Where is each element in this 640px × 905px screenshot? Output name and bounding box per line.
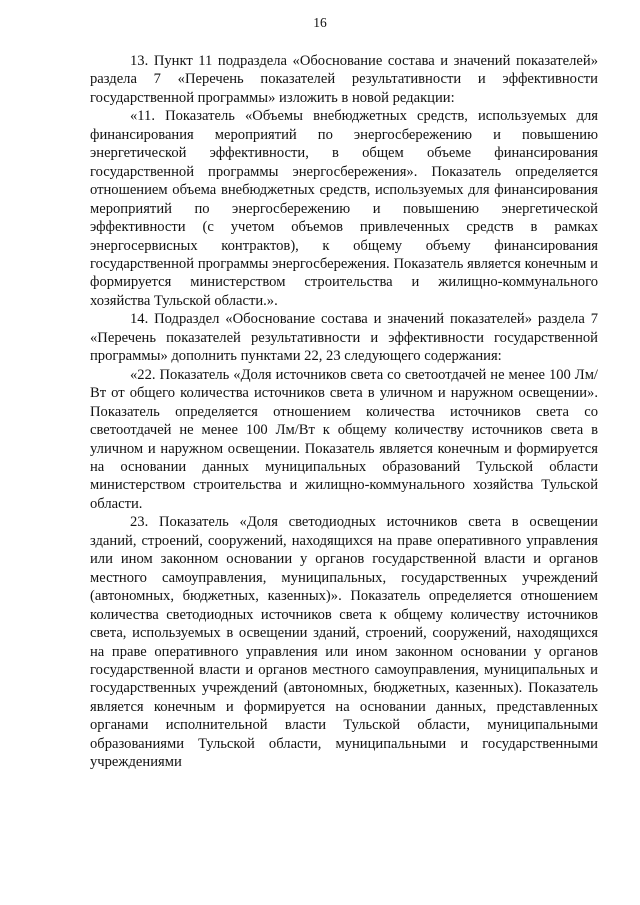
paragraph-indicator-22: «22. Показатель «Доля источников света со светоотдачей не менее 100 Лм/Вт от общего количества источников света в уличном и наружном освещении». Показатель определяется отношением количества источников света со светоотдачей не менее 100 Лм/Вт к общему количеству источников света в уличном и наружном освещении. Показатель является конечным и формируется на основании данных муниципальных образований Тульской области министерством строительства и жилищно-коммунального хозяйства Тульской области. bbox=[90, 366, 598, 512]
paragraph-indicator-11: «11. Показатель «Объемы внебюджетных средств, используемых для финансирования мероприятий по энергосбережению и повышению энергетической эффективности, в общем объеме финансирования государственной программы энергосбережения». Показатель определяется отношением объема внебюджетных средств, используемых для финансирования мероприятий по энергосбережению и повышению энергетической эффективности (с учетом объемов привлеченных средств в рамках энергосервисных контрактов), к общему объему финансирования государственной программы энергосбережения. Показатель является конечным и формируется министерством строительства и жилищно-коммунального хозяйства Тульской области.». bbox=[90, 108, 598, 309]
paragraph-item-14: 14. Подраздел «Обоснование состава и значений показателей» раздела 7 «Перечень показателей результативности и эффективности государственной программы» дополнить пунктами 22, 23 следующего содержания: bbox=[90, 311, 598, 365]
document-body bbox=[90, 52, 598, 772]
paragraph-indicator-23: 23. Показатель «Доля светодиодных источников света в освещении зданий, строений, сооружений, находящихся на праве оперативного управления или ином законном основании у органов государственной власти и органов местного самоуправления, муниципальных, государственных учреждений (автономных, бюджетных, казенных)». Показатель определяется отношением количества светодиодных источников света к общему количеству источников света, используемых в освещении зданий, строений, сооружений, находящихся на праве оперативного управления или ином законном основании у органов государственной власти и органов местного самоуправления, муниципальных и государственных учреждений (автономных, бюджетных, казенных). Показатель является конечным и формируется на основании данных, представленных органами исполнительной власти Тульской области, муниципальными образованиями Тульской области, муниципальными и государственными учреждениями bbox=[90, 514, 598, 771]
page-number: 16 bbox=[313, 15, 327, 30]
paragraph-item-13: 13. Пункт 11 подраздела «Обоснование состава и значений показателей» раздела 7 «Перечень показателей результативности и эффективности государственной программы» изложить в новой редакции: bbox=[90, 53, 598, 106]
